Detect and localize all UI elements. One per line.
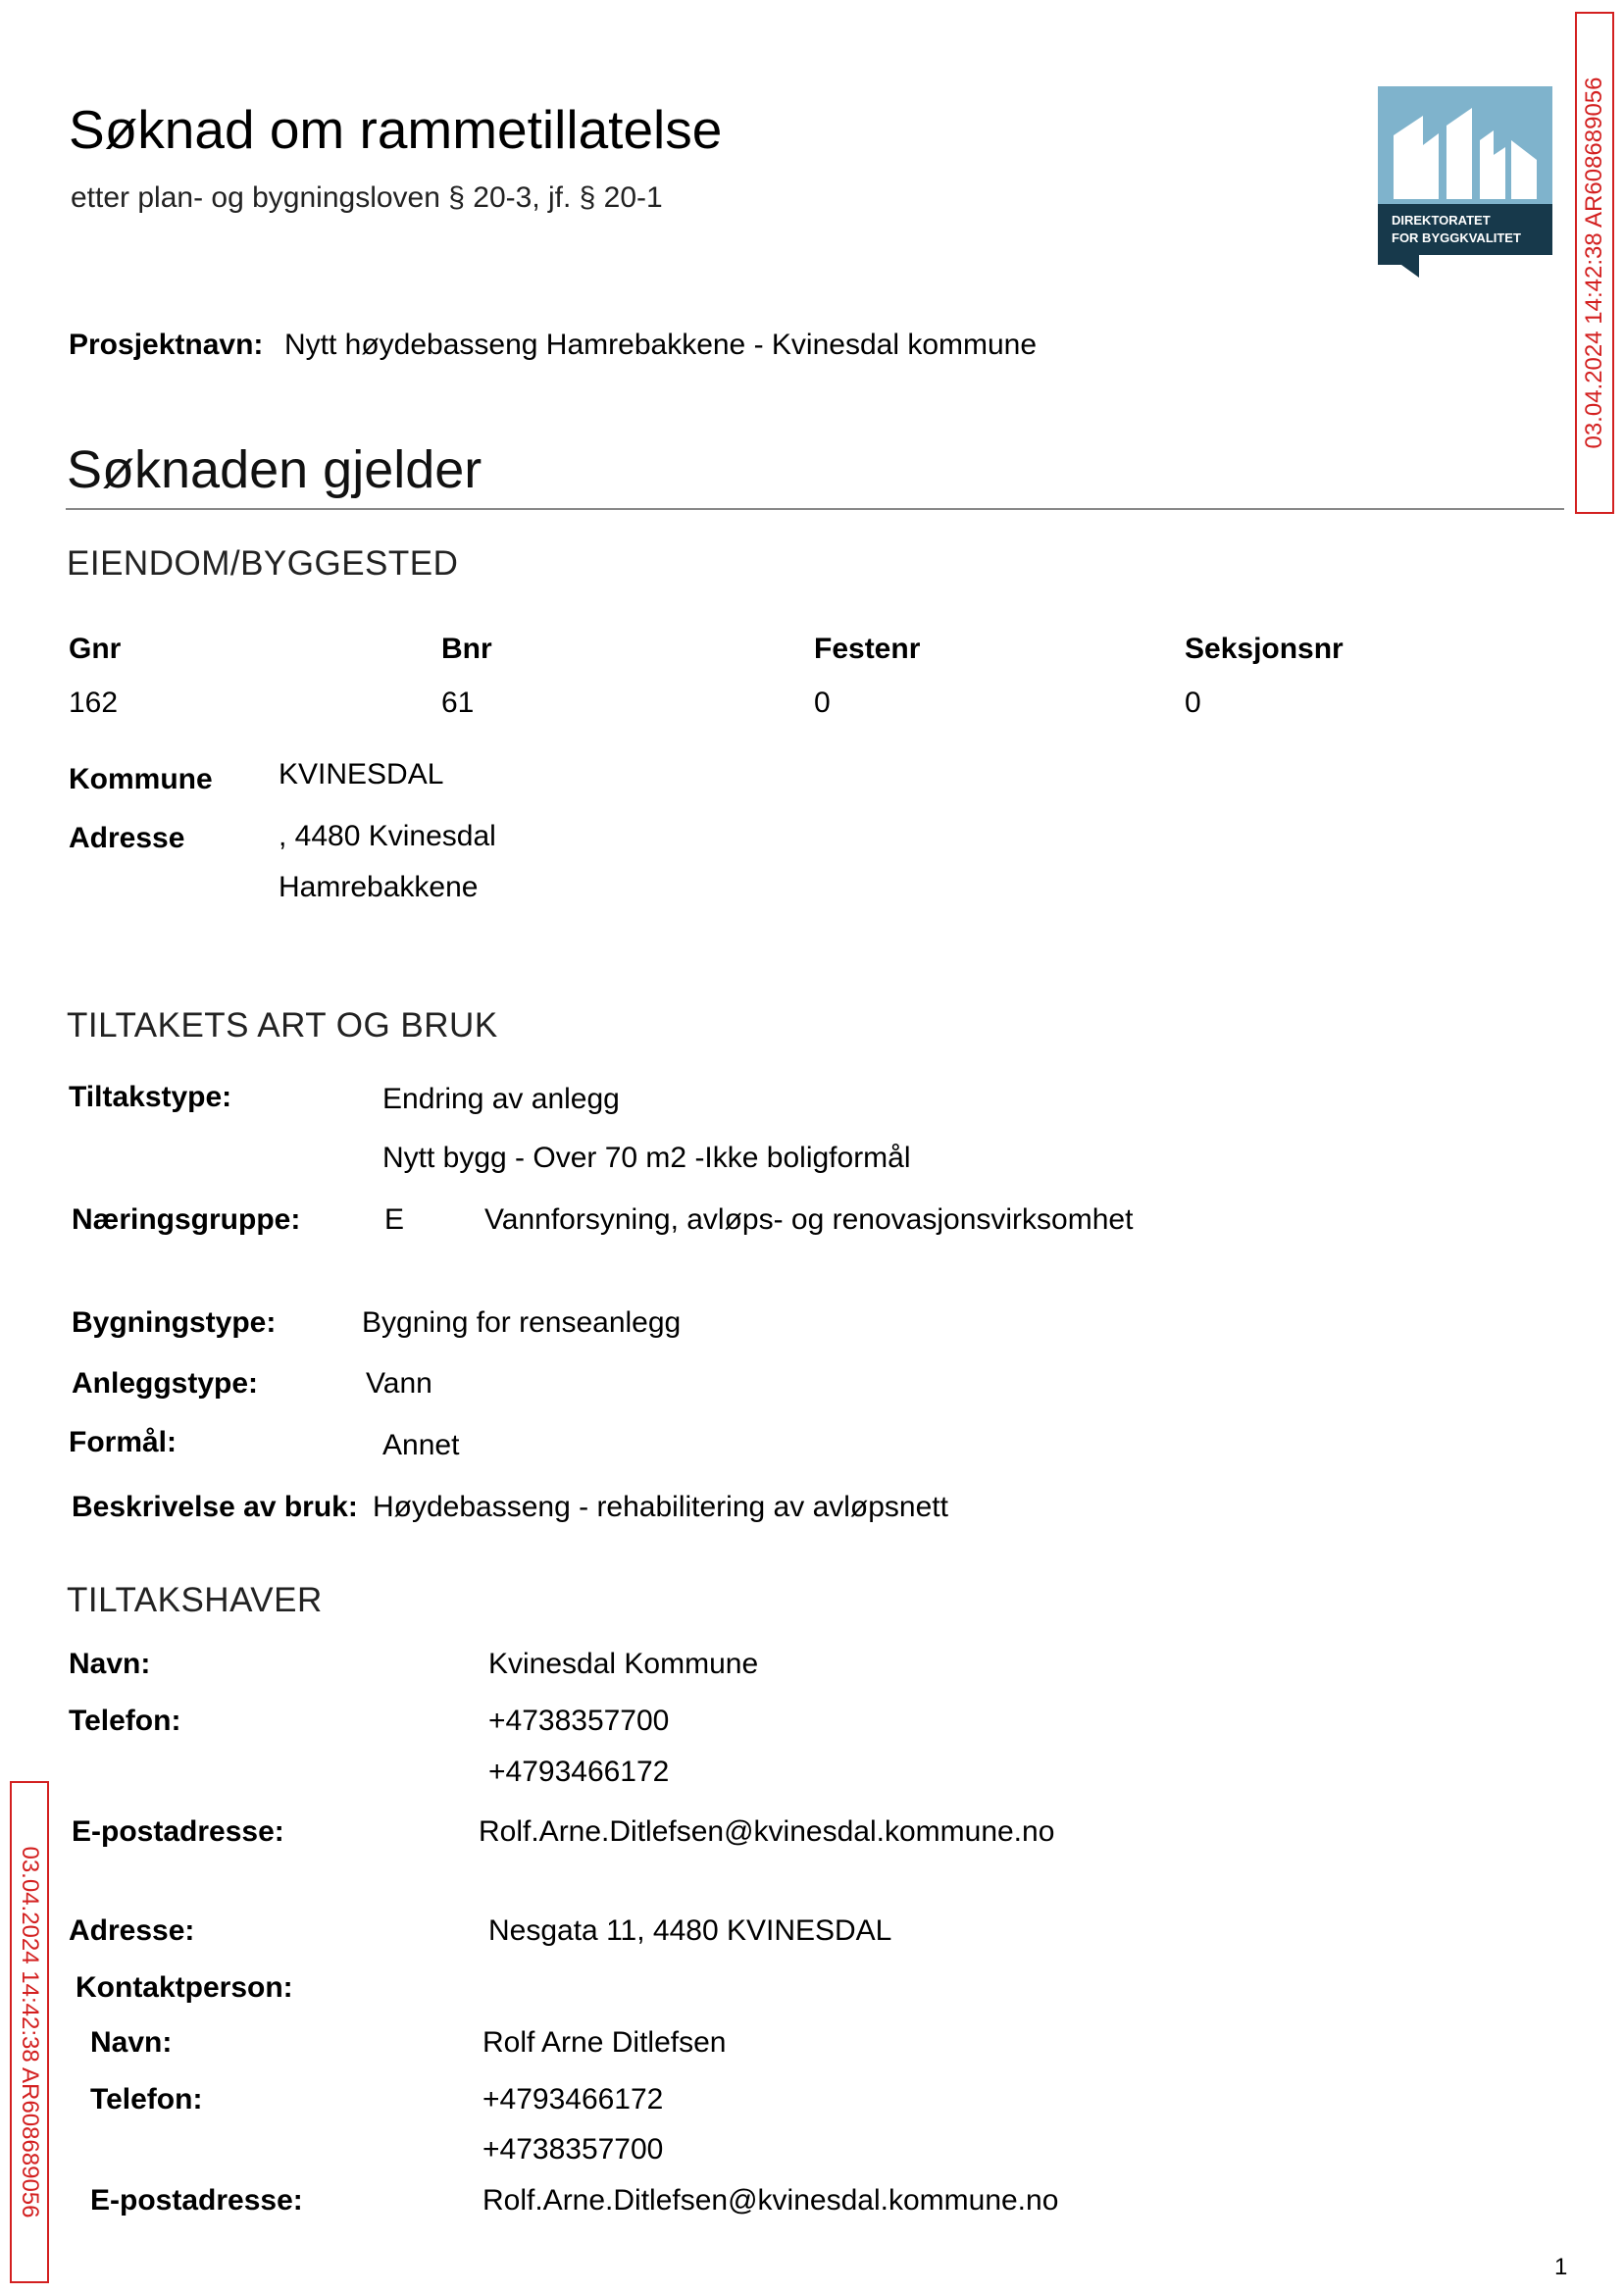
logo-graphic bbox=[1378, 86, 1552, 278]
stamp-left bbox=[10, 1781, 49, 2283]
anleggstype-label: Anleggstype: bbox=[72, 1367, 259, 1400]
bygningstype-value: Bygning for renseanlegg bbox=[362, 1306, 682, 1339]
seksjonsnr-label: Seksjonsnr bbox=[1185, 633, 1344, 665]
adresse-label: Adresse bbox=[69, 822, 185, 854]
section-heading: Søknaden gjelder bbox=[67, 440, 482, 499]
bygningstype-label: Bygningstype: bbox=[72, 1306, 277, 1339]
adresse-line1: , 4480 Kvinesdal bbox=[279, 820, 496, 852]
bnr-label: Bnr bbox=[441, 633, 492, 665]
festenr-label: Festenr bbox=[814, 633, 921, 665]
tiltakstype-label: Tiltakstype: bbox=[69, 1081, 232, 1113]
document-title: Søknad om rammetillatelse bbox=[69, 99, 723, 160]
kommune-value: KVINESDAL bbox=[279, 758, 444, 790]
naeringsgruppe-value: Vannforsyning, avløps- og renovasjonsvirksomhet bbox=[484, 1203, 1134, 1236]
project-value: Nytt høydebasseng Hamrebakkene - Kvinesdal kommune bbox=[284, 329, 1038, 361]
kontaktperson-label: Kontaktperson: bbox=[76, 1971, 293, 2004]
tiltakstype-value-1: Endring av anlegg bbox=[382, 1083, 620, 1115]
kontakt-telefon-2: +4738357700 bbox=[482, 2133, 664, 2166]
logo-text-line2: FOR BYGGKVALITET bbox=[1392, 230, 1521, 245]
stamp-left-text: 03.04.2024 14:42:38 AR608689056 bbox=[17, 1846, 43, 2218]
kommune-label: Kommune bbox=[69, 763, 213, 795]
document-subtitle: etter plan- og bygningsloven § 20-3, jf. § 20-1 bbox=[71, 181, 663, 214]
gnr-value: 162 bbox=[69, 687, 119, 719]
adresse-line2: Hamrebakkene bbox=[279, 871, 479, 903]
tiltakshaver-telefon-2: +4793466172 bbox=[488, 1756, 670, 1788]
kontakt-epost-label: E-postadresse: bbox=[90, 2184, 303, 2217]
tiltakshaver-adresse-label: Adresse: bbox=[69, 1914, 195, 1947]
eiendom-heading: EIENDOM/BYGGESTED bbox=[67, 544, 459, 583]
kontakt-epost-value: Rolf.Arne.Ditlefsen@kvinesdal.kommune.no bbox=[482, 2184, 1059, 2217]
tiltakshaver-telefon-label: Telefon: bbox=[69, 1705, 181, 1737]
stamp-right-text: 03.04.2024 14:42:38 AR608689056 bbox=[1581, 76, 1607, 449]
tiltakshaver-navn-value: Kvinesdal Kommune bbox=[488, 1648, 759, 1680]
formal-label: Formål: bbox=[69, 1426, 178, 1458]
tiltakshaver-adresse-value: Nesgata 11, 4480 KVINESDAL bbox=[488, 1914, 892, 1947]
logo-text-line1: DIREKTORATET bbox=[1392, 213, 1491, 228]
kontakt-navn-value: Rolf Arne Ditlefsen bbox=[482, 2026, 727, 2059]
dibk-logo bbox=[1378, 86, 1552, 278]
section-divider bbox=[66, 508, 1564, 510]
project-label: Prosjektnavn: bbox=[69, 329, 264, 361]
formal-value: Annet bbox=[382, 1429, 460, 1461]
anleggstype-value: Vann bbox=[366, 1367, 432, 1400]
kontakt-telefon-1: +4793466172 bbox=[482, 2083, 664, 2116]
tiltakshaver-telefon-1: +4738357700 bbox=[488, 1705, 670, 1737]
naeringsgruppe-code: E bbox=[384, 1203, 405, 1236]
gnr-label: Gnr bbox=[69, 633, 122, 665]
kontakt-telefon-label: Telefon: bbox=[90, 2083, 203, 2116]
naeringsgruppe-label: Næringsgruppe: bbox=[72, 1203, 301, 1236]
page-number: 1 bbox=[1554, 2254, 1568, 2280]
beskrivelse-value: Høydebasseng - rehabilitering av avløpsnett bbox=[373, 1491, 948, 1523]
festenr-value: 0 bbox=[814, 687, 831, 719]
beskrivelse-label: Beskrivelse av bruk: bbox=[72, 1491, 358, 1523]
tiltakshaver-navn-label: Navn: bbox=[69, 1648, 151, 1680]
tiltakshaver-epost-label: E-postadresse: bbox=[72, 1815, 284, 1848]
tiltakstype-value-2: Nytt bygg - Over 70 m2 -Ikke boligformål bbox=[382, 1142, 911, 1174]
stamp-right bbox=[1575, 12, 1614, 514]
kontakt-navn-label: Navn: bbox=[90, 2026, 173, 2059]
tiltak-heading: TILTAKETS ART OG BRUK bbox=[67, 1006, 498, 1045]
bnr-value: 61 bbox=[441, 687, 475, 719]
seksjonsnr-value: 0 bbox=[1185, 687, 1201, 719]
tiltakshaver-epost-value: Rolf.Arne.Ditlefsen@kvinesdal.kommune.no bbox=[479, 1815, 1055, 1848]
tiltakshaver-heading: TILTAKSHAVER bbox=[67, 1581, 323, 1619]
